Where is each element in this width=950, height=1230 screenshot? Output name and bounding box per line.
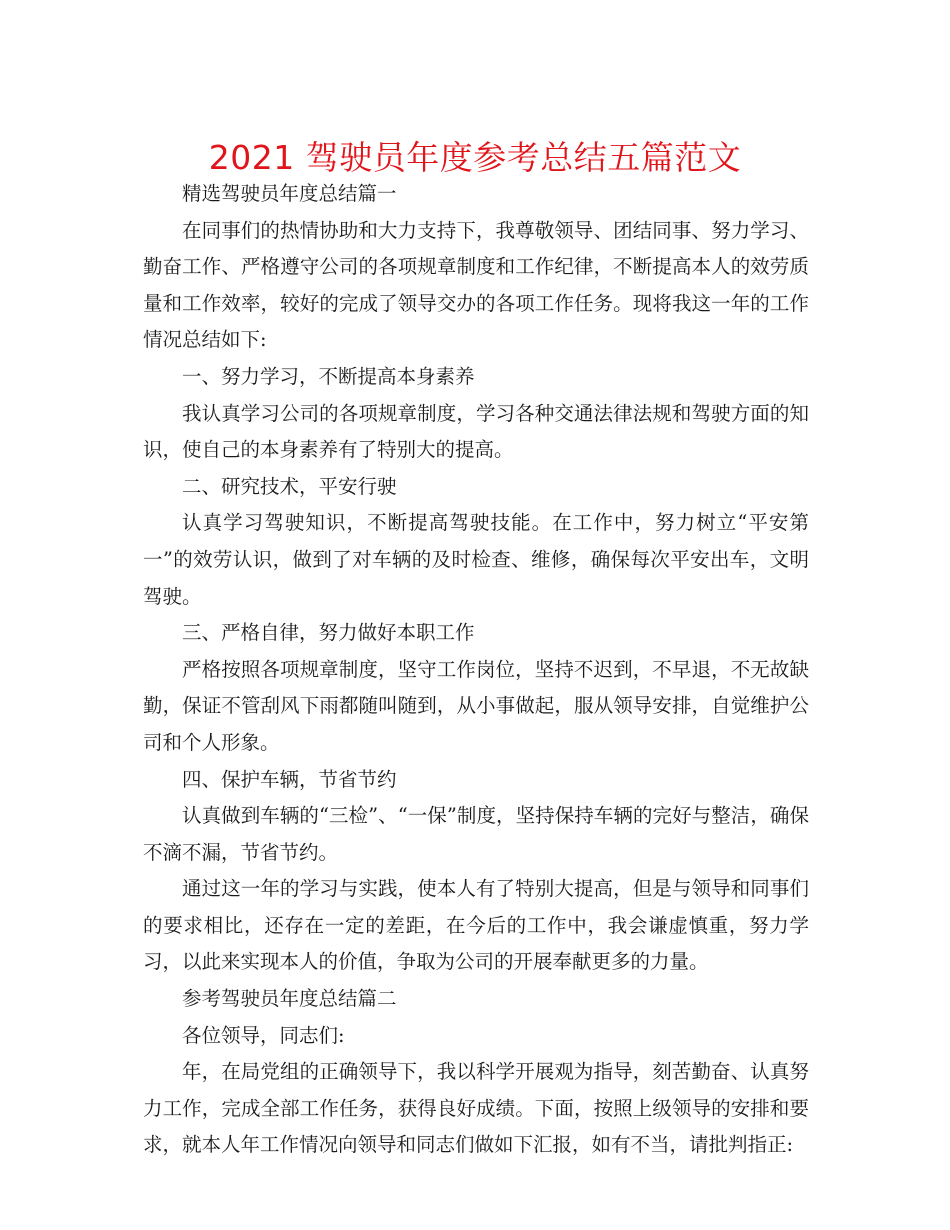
paragraph: 认真学习驾驶知识，不断提高驾驶技能。在工作中，努力树立“平安第一”的效劳认识，做到了对车辆的及时检查、维修，确保每次平安出车，文明驾驶。 [143, 511, 809, 608]
subheading: 四、保护车辆，节省节约 [182, 767, 397, 791]
document-title: 2021 驾驶员年度参考总结五篇范文 [208, 138, 742, 177]
subheading: 二、研究技术，平安行驶 [182, 474, 397, 498]
subheading: 一、努力学习，不断提高本身素养 [182, 364, 475, 388]
salutation: 各位领导，同志们: [182, 1023, 345, 1047]
paragraph: 认真做到车辆的“三检”、“一保”制度，坚持保持车辆的完好与整洁，确保不滴不漏，节省节约。 [143, 804, 809, 864]
paragraph: 严格按照各项规章制度，坚守工作岗位，坚持不迟到，不早退，不无故缺勤，保证不管刮风下雨都随叫随到，从小事做起，服从领导安排，自觉维护公司和个人形象。 [143, 657, 809, 754]
section-heading: 精选驾驶员年度总结篇一 [182, 182, 397, 205]
paragraph: 年，在局党组的正确领导下，我以科学开展观为指导，刻苦勤奋、认真努力工作，完成全部工作任务，获得良好成绩。下面，按照上级领导的安排和要求，就本人年工作情况向领导和同志们做如下汇报，如有不当，请批判指正: [143, 1060, 809, 1157]
paragraph: 在同事们的热情协助和大力支持下，我尊敬领导、团结同事、努力学习、勤奋工作、严格遵守公司的各项规章制度和工作纪律，不断提高本人的效劳质量和工作效率，较好的完成了领导交办的各项工作任务。现将我这一年的工作情况总结如下: [143, 218, 809, 352]
section-heading: 参考驾驶员年度总结篇二 [182, 987, 397, 1011]
paragraph: 通过这一年的学习与实践，使本人有了特别大提高，但是与领导和同事们的要求相比，还存在一定的差距，在今后的工作中，我会谦虚慎重，努力学习，以此来实现本人的价值，争取为公司的开展奉献更多的力量。 [143, 877, 809, 974]
paragraph: 我认真学习公司的各项规章制度，学习各种交通法律法规和驾驶方面的知识，使自己的本身素养有了特别大的提高。 [143, 401, 809, 462]
subheading: 三、严格自律，努力做好本职工作 [182, 621, 475, 645]
document-body [143, 176, 809, 1164]
